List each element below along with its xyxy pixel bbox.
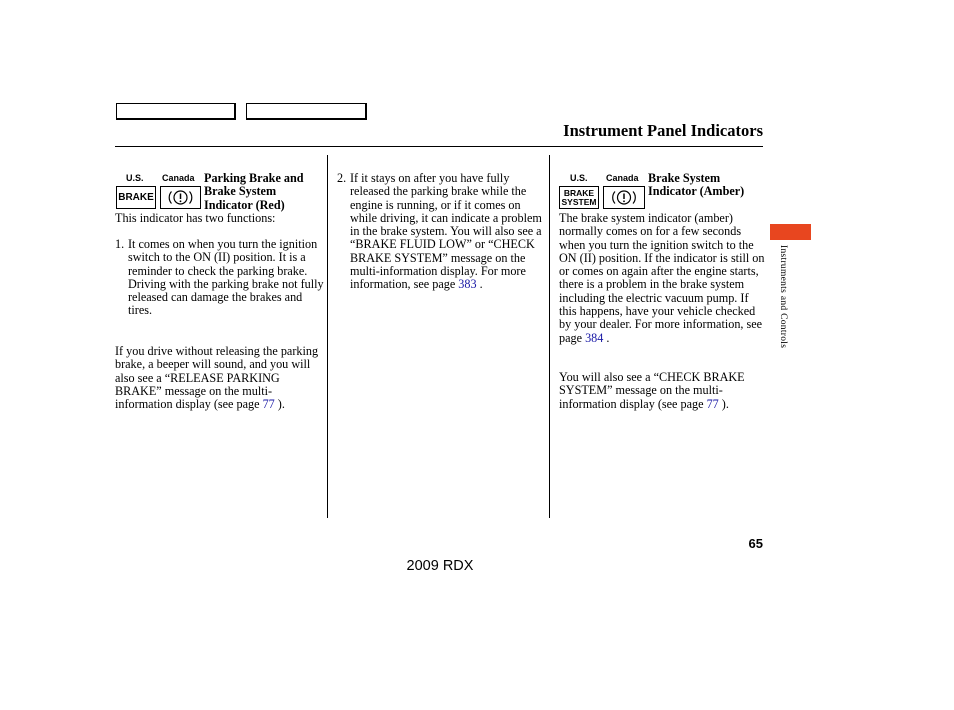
nav-button-2[interactable] bbox=[246, 103, 367, 120]
region-label-canada-amber: Canada bbox=[606, 173, 639, 183]
paragraph-amber-end: . bbox=[606, 330, 610, 345]
region-label-us-amber: U.S. bbox=[570, 173, 588, 183]
list-item-2-body: If it stays on after you have fully released the parking brake while the engine is running, or if it comes on while driving, it can indicate a problem in the brake system. You will also see a “BRAKE FLUID LOW” or “CHECK BRAKE SYSTEM” message on the multi-information display. For more information, see page bbox=[350, 171, 542, 292]
brake-system-icon-line1: BRAKE bbox=[563, 188, 595, 198]
list-item-2-text bbox=[350, 172, 542, 292]
page-link-77-amber[interactable]: 77 bbox=[706, 396, 719, 411]
brake-indicator-icon-us bbox=[116, 186, 156, 209]
brake-system-indicator-icon-us bbox=[559, 186, 599, 209]
nav-button-1[interactable] bbox=[116, 103, 236, 120]
column-divider-2 bbox=[549, 155, 550, 518]
section-tab-marker[interactable] bbox=[770, 224, 811, 240]
brake-system-icon-line2: SYSTEM bbox=[561, 197, 597, 207]
list-number-2: 2. bbox=[337, 171, 347, 185]
paragraph-check-text: You will also see a “CHECK BRAKE SYSTEM” message on the multi-information display (see page bbox=[559, 370, 745, 411]
paragraph-check-end: ). bbox=[721, 396, 729, 411]
list-item-1-text: It comes on when you turn the ignition switch to the ON (II) position. It is a reminder to check the parking brake. Driving with the parking brake not fully released can damage the brakes and tires. bbox=[128, 237, 324, 318]
circle-exclamation-icon bbox=[604, 187, 644, 208]
brake-icon-label: BRAKE bbox=[118, 192, 154, 203]
page-link-384[interactable]: 384 bbox=[585, 330, 604, 345]
paragraph-check-brake-system bbox=[559, 371, 763, 411]
paragraph-end: ). bbox=[277, 397, 285, 412]
paragraph-release-brake bbox=[115, 345, 323, 411]
list-item-2-end: . bbox=[479, 277, 483, 292]
page-title: Instrument Panel Indicators bbox=[563, 121, 763, 140]
intro-text: This indicator has two functions: bbox=[115, 211, 276, 225]
section-heading-brake-system-amber: Brake System Indicator (Amber) bbox=[648, 171, 745, 199]
section-side-label: Instruments and Controls bbox=[778, 245, 788, 349]
paragraph-amber-indicator bbox=[559, 212, 767, 345]
circle-exclamation-icon bbox=[161, 187, 200, 208]
column-divider-1 bbox=[327, 155, 328, 518]
brake-warning-icon-canada bbox=[160, 186, 201, 209]
paragraph-amber-text: The brake system indicator (amber) normally comes on for a few seconds when you turn the ignition switch to the ON (II) position. If the indicator is still on or comes on again after the engine starts, there is a problem in the brake system including the electric vacuum pump. If this happens, have your vehicle checked by your dealer. For more information, see page bbox=[559, 211, 765, 345]
model-footer: 2009 RDX bbox=[406, 558, 474, 574]
page-number: 65 bbox=[748, 536, 763, 551]
page-link-383[interactable]: 383 bbox=[458, 277, 477, 292]
region-label-canada: Canada bbox=[162, 173, 195, 183]
page-link-77[interactable]: 77 bbox=[262, 397, 275, 412]
brake-warning-icon-canada-amber bbox=[603, 186, 645, 209]
section-heading-parking-brake: Parking Brake and Brake System Indicator (Red) bbox=[204, 171, 304, 212]
title-rule bbox=[115, 146, 763, 147]
list-number-1: 1. bbox=[115, 237, 125, 251]
region-label-us: U.S. bbox=[126, 173, 144, 183]
paragraph-release-brake-text: If you drive without releasing the parking brake, a beeper will sound, and you will also see a “RELEASE PARKING BRAKE” message on the multi-information display (see page bbox=[115, 344, 319, 412]
